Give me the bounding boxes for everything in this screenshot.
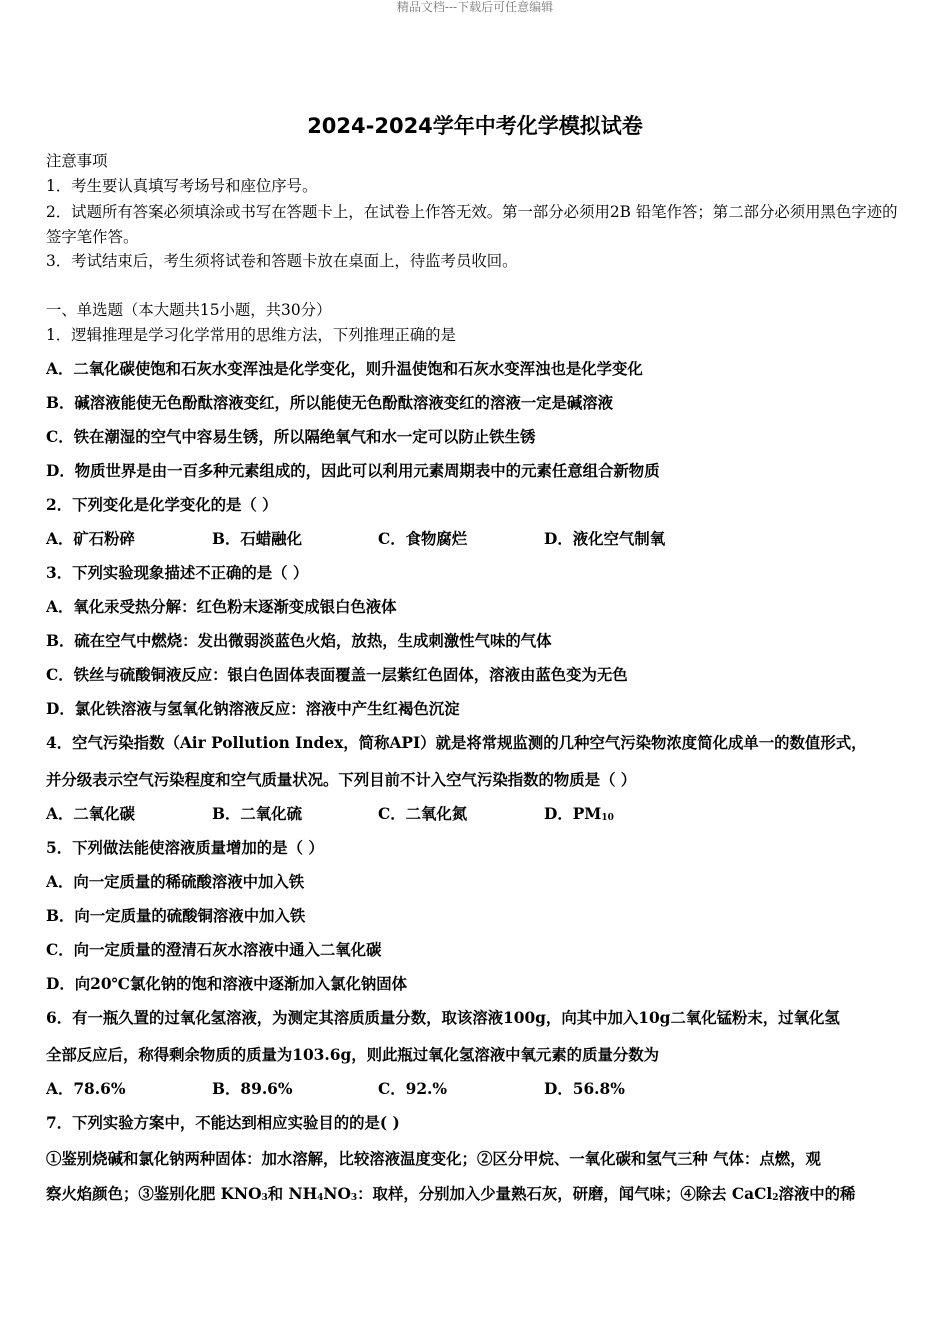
question-4-option-d-text: D．PM (544, 805, 602, 823)
q7-text-a: 察火焰颜色；③鉴别化肥 KNO (46, 1185, 262, 1203)
question-7-line-1: ①鉴别烧碱和氯化钠两种固体：加水溶解，比较溶液温度变化；②区分甲烷、一氧化碳和氢气三种 气体：点燃，观 (46, 1150, 821, 1168)
question-4-stem-line-2: 并分级表示空气污染程度和空气质量状况。下列目前不计入空气污染指数的物质是（ ） (46, 771, 637, 789)
q7-text-g: ：取样，分别加入少量熟石灰，研磨，闻气味；④除去 CaCl (357, 1185, 773, 1203)
question-4-stem-line-1: 4．空气污染指数（Air Pollution Index，简称API）就是将常规监测的几种空气污染物浓度简化成单一的数值形式， (46, 734, 867, 752)
question-1-option-a: A．二氧化碳使饱和石灰水变浑浊是化学变化，则升温使饱和石灰水变浑浊也是化学变化 (46, 360, 643, 378)
question-6-option-c: C．92.% (378, 1080, 448, 1098)
notice-item-1: 1．考生要认真填写考场号和座位序号。 (46, 177, 318, 195)
q7-text-e: NO (323, 1185, 351, 1203)
question-7-line-2 (46, 1183, 916, 1209)
question-4-options (46, 803, 916, 829)
question-3-option-d: D．氯化铁溶液与氢氧化钠溶液反应：溶液中产生红褐色沉淀 (46, 700, 460, 718)
q7-sub-nh4: 4 (317, 1193, 324, 1203)
question-6-option-b: B．89.6% (212, 1080, 293, 1098)
question-4-option-d (544, 803, 710, 829)
question-6-stem-line-1: 6．有一瓶久置的过氧化氢溶液，为测定其溶质质量分数，取该溶液100g，向其中加入10g二氧化锰粉末，过氧化氢 (46, 1009, 840, 1027)
page-header: 精品文档---下载后可任意编辑 (396, 0, 554, 14)
question-3-option-b: B．硫在空气中燃烧：发出微弱淡蓝色火焰，放热，生成刺激性气味的气体 (46, 632, 552, 650)
question-1-option-d: D．物质世界是由一百多种元素组成的，因此可以利用元素周期表中的元素任意组合新物质 (46, 462, 660, 480)
question-5-option-d: D．向20℃氯化钠的饱和溶液中逐渐加入氯化钠固体 (46, 975, 408, 993)
question-3-option-a: A．氧化汞受热分解：红色粉末逐渐变成银白色液体 (46, 598, 397, 616)
question-4-option-c: C．二氧化氮 (378, 805, 468, 823)
question-5-option-b: B．向一定质量的硫酸铜溶液中加入铁 (46, 907, 306, 925)
question-6-option-a: A．78.6% (46, 1080, 126, 1098)
question-5-stem: 5．下列做法能使溶液质量增加的是（ ） (46, 839, 324, 857)
question-1-option-b: B．碱溶液能使无色酚酞溶液变红，所以能使无色酚酞溶液变红的溶液一定是碱溶液 (46, 394, 614, 412)
question-2-option-d: D．液化空气制氧 (544, 530, 666, 548)
notice-item-2: 2．试题所有答案必须填涂或书写在答题卡上，在试卷上作答无效。第一部分必须用2B 铅笔作答；第二部分必须用黑色字迹的签字笔作答。 (46, 203, 898, 246)
q7-sub-cacl2: 2 (772, 1193, 779, 1203)
question-5-option-c: C．向一定质量的澄清石灰水溶液中通入二氧化碳 (46, 941, 382, 959)
question-6-stem-line-2: 全部反应后，称得剩余物质的质量为103.6g，则此瓶过氧化氢溶液中氧元素的质量分数为 (46, 1046, 660, 1064)
question-7-stem: 7．下列实验方案中，不能达到相应实验目的的是( ) (46, 1114, 400, 1132)
question-4-option-a: A．二氧化碳 (46, 805, 135, 823)
question-3-option-c: C．铁丝与硫酸铜液反应：银白色固体表面覆盖一层紫红色固体，溶液由蓝色变为无色 (46, 666, 628, 684)
question-2-option-a: A．矿石粉碎 (46, 530, 135, 548)
question-1-option-c: C．铁在潮湿的空气中容易生锈，所以隔绝氧气和水一定可以防止铁生锈 (46, 428, 536, 446)
question-2-option-b: B．石蜡融化 (212, 530, 302, 548)
notice-item-3: 3．考试结束后，考生须将试卷和答题卡放在桌面上，待监考员收回。 (46, 252, 518, 270)
q7-text-c: 和 NH (267, 1185, 318, 1203)
question-3-stem: 3．下列实验现象描述不正确的是（ ） (46, 564, 309, 582)
q7-sub-kno3: 3 (261, 1193, 268, 1203)
question-6-options (46, 1078, 916, 1100)
question-1-stem: 1．逻辑推理是学习化学常用的思维方法，下列推理正确的是 (46, 326, 456, 344)
question-5-option-a: A．向一定质量的稀硫酸溶液中加入铁 (46, 873, 305, 891)
question-6-option-d: D．56.8% (544, 1080, 625, 1098)
notice-heading: 注意事项 (46, 152, 108, 170)
section-heading: 一、单选题（本大题共15小题，共30分） (46, 301, 332, 319)
q7-sub-no3: 3 (350, 1193, 358, 1203)
question-2-options (46, 528, 916, 550)
question-4-option-d-subscript: 10 (601, 813, 614, 823)
question-4-option-b: B．二氧化硫 (212, 805, 302, 823)
page-title: 2024-2024学年中考化学模拟试卷 (307, 114, 643, 138)
question-2-stem: 2．下列变化是化学变化的是（ ） (46, 496, 278, 514)
question-2-option-c: C．食物腐烂 (378, 530, 468, 548)
q7-text-i: 溶液中的稀 (778, 1185, 856, 1203)
